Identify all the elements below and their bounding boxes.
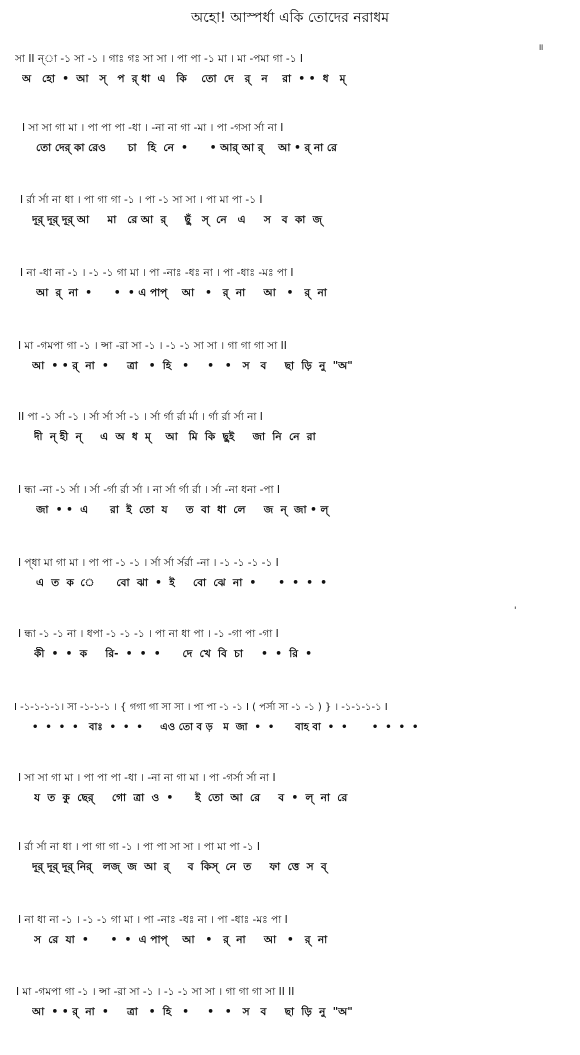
swara-line: I সা সা গা মা । পা পা পা -ধা । -না না গা -মা । পা -গসা র্সা না I <box>22 122 284 134</box>
notation-block-6 <box>0 410 580 480</box>
swara-line: সা II ন্‌া -১ সা -১ । গাঃ গঃ সা সা । পা পা -১ মা । মা -পমা গা -১ I <box>15 53 303 65</box>
lyric-line: স রে যা • • • এ পাপ্‌ আ • র্‌ না আ • র্‌ না <box>34 934 328 946</box>
swara-line: I না -ধা না -১ । -১ -১ গা মা । পা -নাঃ -ধঃ না । পা -ধাঃ -মঃ পা I <box>20 267 294 279</box>
swara-line: I সা সা গা মা । পা পা পা -ধা । -না না গা মা । পা -গর্সা র্সা না I <box>18 772 276 784</box>
lyric-line: আ র্‌ না • • • এ পাপ্‌ আ • র্‌ না আ • র্‌ না <box>36 287 327 299</box>
lyric-line: • • • • বাঃ • • • এও তো ব ড় ম জা • • বাহ বা • • • • • • <box>32 722 419 733</box>
lyric-line: কী • • ক রি- • • • দে খে বি চা • • রি • <box>34 648 313 660</box>
swara-line: I -১-১-১-১। সা -১-১-১ । { গগা গা সা সা । পা পা -১ -১ I ( পর্সা সা -১ -১ ) } । -১-১-১-১ I <box>14 702 388 713</box>
swara-line: I ন্ধা -১ -১ না । ধপা -১ -১ -১ । পা না ধা পা । -১ -গা পা -গা I <box>18 628 279 640</box>
lyric-line: দী ন্‌ হী ন্‌ এ অ ধ ম্‌ আ মি কি ছুই জা নি নে রা <box>34 431 316 443</box>
lyric-line: য ত কু ছে‌র্‌ গো ত্রা ও • ই তো আ রে ব • ল্‌ না রে <box>34 792 348 804</box>
notation-block-14 <box>0 985 580 1055</box>
notation-block-1 <box>0 52 580 122</box>
swara-line: II পা -১ র্সা -১ । র্সা র্সা র্সা -১ । র্সা র্গা র্রা র্মা । র্গা র্রা র্সা না I <box>18 411 263 423</box>
lyric-line: অ হো • আ স্ প র্‌ ধা এ কি তো দে র্‌ ন রা • • ধ ম্‌ <box>22 73 346 85</box>
notation-block-4 <box>0 266 580 336</box>
swara-line: I না ধা না -১ । -১ -১ গা মা । পা -নাঃ -ধঃ না । পা -ধাঃ -মঃ পা I <box>18 914 288 926</box>
swara-line: I মা -গমপা গা -১ । ন্সা -রা সা -১ । -১ -১ সা সা । গা গা গা সা II <box>18 340 287 352</box>
notation-block-7 <box>0 483 580 553</box>
lyric-line: এ ত ক ে বো ঝা • ই বো ঝে না • • • • • <box>36 577 327 589</box>
notation-block-2 <box>0 121 580 191</box>
notation-block-9 <box>0 627 580 697</box>
swara-line: I ন্ধা -না -১ র্সা । র্সা -র্গা র্রা র্সা । না র্সা র্গা র্রা । র্সা -না ধনা -পা I <box>18 484 281 496</box>
notation-block-13 <box>0 913 580 983</box>
swara-line: I মা -গমপা গা -১ । ন্সা -রা সা -১ । -১ -১ সা সা । গা গা গা সা II II <box>16 986 295 998</box>
page-title: অহো! আস্পর্ধা একি তোদের নরাধম <box>191 10 389 26</box>
double-bar-mark: ॥ <box>538 43 544 53</box>
lyric-line: তো দে‌‌র্‌ কা রে‌ও চা হি নে • • আর্‌ আ র্‌ আ • র্‌ না রে <box>36 142 337 154</box>
notation-block-5 <box>0 339 580 409</box>
lyric-line: আ • • র্‌ না • ত্রা • হি • • • স ব ছা ড়ি নু "অ" <box>32 360 353 372</box>
notation-block-3 <box>0 193 580 263</box>
notation-block-12 <box>0 840 580 910</box>
accent-mark: ' <box>514 606 517 616</box>
lyric-line: দূর্‌ দূর্‌ দূর্‌ আ মা রে আ র্‌ ছুঁ স্‌ নে এ স ব কা জ্‌ <box>32 214 323 226</box>
notation-block-11 <box>0 771 580 841</box>
lyric-line: দূর্‌ দূর্‌ দূর্‌ নির্‌ লজ্‌ জ আ র্‌ ব কি‌স্‌ নে ত ফা ত্তে স ব্‌ <box>32 861 327 873</box>
lyric-line: জা • • এ রা ই তো য ত বা ধা লে জ ন্‌ জা • ল্‌ <box>36 504 329 516</box>
swara-line: I র্রা র্সা না ধা । পা গা গা -১ । পা -১ সা সা । পা মা পা -১ I <box>20 194 263 206</box>
swara-line: I প্ধা মা গা মা । পা পা -১ -১ । র্সা র্সা র্সর্রা -না । -১ -১ -১ -১ I <box>18 557 279 569</box>
lyric-line: আ • • র্‌ না • ত্রা • হি • • • স ব ছা ড়ি নু "অ" <box>32 1006 353 1018</box>
notation-block-8 <box>0 556 580 626</box>
swara-line: I র্রা র্সা না ধা । পা গা গা -১ । পা পা সা সা । পা মা পা -১ I <box>18 841 261 853</box>
notation-block-10 <box>0 700 580 770</box>
